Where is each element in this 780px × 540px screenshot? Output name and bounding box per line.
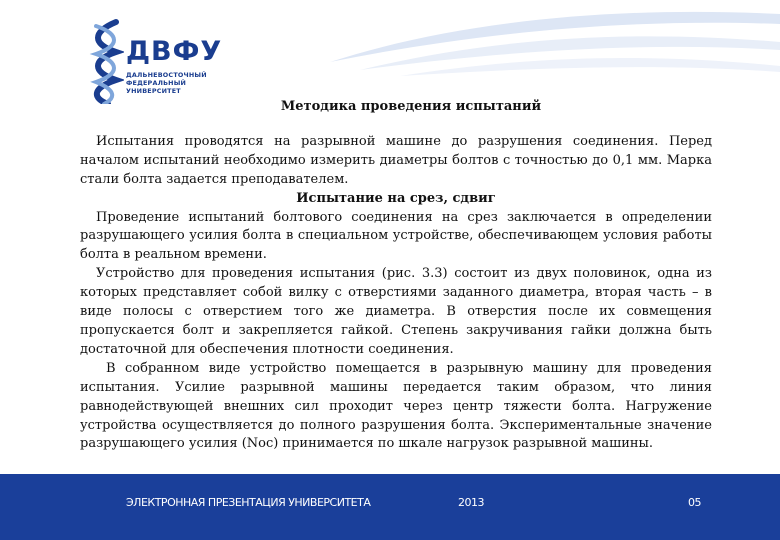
logo-name: ДВФУ: [126, 36, 223, 67]
footer-year: 2013: [458, 496, 484, 509]
logo-subtitle-line-1: ДАЛЬНЕВОСТОЧНЫЙ: [126, 71, 207, 79]
logo-helix-icon: [86, 18, 124, 104]
section-title: Испытание на срез, сдвиг: [296, 190, 496, 206]
university-logo: [86, 18, 223, 104]
swoosh-band-3: [400, 58, 780, 76]
paragraph-device: Устройство для проведения испытания (рис. 3.3) состоит из двух половинок, одна из которых представляет собой вилку с отверстиями заданного диаметра, вторая часть – в виде полосы с отверстием того же диаметра. В отверстия после их совмещения пропускается болт и закрепляется гайкой. Степень закручивания гайки должна быть достаточной для обеспечения плотности соединения.: [80, 266, 712, 357]
footer-presentation-label: ЭЛЕКТРОННАЯ ПРЕЗЕНТАЦИЯ УНИВЕРСИТЕТА: [126, 496, 371, 509]
slide-content: [80, 98, 712, 454]
paragraph-loading: В собранном виде устройство помещается в разрывную машину для проведения испытания. Усилие разрывной машины передается таким образом, что линия равнодействующей внешних сил проходит через центр тяжести болта. Нагружение устройства осуществляется до полного разрушения болта. Экспериментальные значение разрушающего усилия (Nос) принимается по шкале нагрузок разрывной машины.: [80, 360, 712, 452]
logo-subtitle-line-3: УНИВЕРСИТЕТ: [126, 87, 181, 95]
intro-paragraph: Испытания проводятся на разрывной машине до разрушения соединения. Перед началом испытаний необходимо измерить диаметры болтов с точностью до 0,1 мм. Марка стали болта задается преподавателем.: [80, 133, 712, 187]
page-number: 05: [688, 496, 701, 509]
page-title: Методика проведения испытаний: [280, 99, 542, 114]
swoosh-band-1: [330, 12, 780, 62]
paragraph-shear-test: Проведение испытаний болтового соединения на срез заключается в определении разрушающего усилия болта в специальном устройстве, обеспечивающем условия работы болта в реальном времени.: [80, 209, 712, 263]
footer-bar: [0, 474, 780, 540]
logo-subtitle-line-2: ФЕДЕРАЛЬНЫЙ: [126, 79, 187, 87]
